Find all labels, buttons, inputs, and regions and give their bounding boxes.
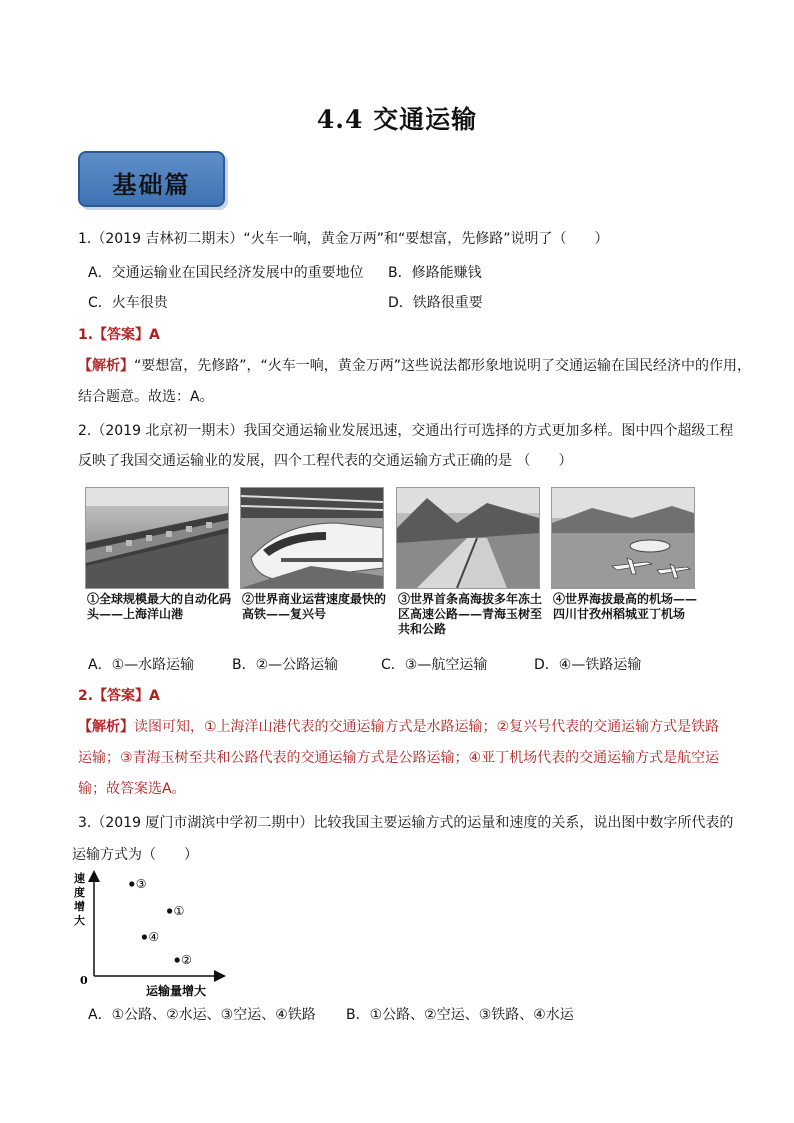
x-axis-label: 运输量增大: [146, 984, 207, 998]
q3-option-a: A．①公路、②水运、③空运、④铁路: [88, 1007, 316, 1023]
data-point-3: [142, 934, 147, 939]
caption-2: ②世界商业运营速度最快的高铁——复兴号: [242, 592, 387, 621]
question-3-stem-line1: 3.（2019 厦门市湖滨中学初二期中）比较我国主要运输方式的运量和速度的关系，说出图中数字所代表的: [78, 815, 734, 831]
data-point-label-1: ③: [135, 877, 147, 891]
photo-daocheng-airport: [551, 487, 695, 589]
q1-option-a: A．交通运输业在国民经济发展中的重要地位: [88, 265, 364, 281]
origin-label: 0: [80, 974, 88, 987]
data-point-1: [129, 881, 134, 886]
q1-answer: 1.【答案】A: [78, 327, 160, 343]
photo-qinghai-highway: [396, 487, 540, 589]
q1-option-b: B．修路能赚钱: [388, 265, 482, 281]
caption-3: ③世界首条高海拔多年冻土区高速公路——青海玉树至共和公路: [398, 592, 543, 636]
q2-option-b: B．②—公路运输: [232, 657, 339, 673]
photo-yangshan-port: [85, 487, 229, 589]
q2-explanation-line2: 运输；③青海玉树至共和公路代表的交通运输方式是公路运输；④亚丁机场代表的交通运输方式是航空运: [78, 750, 720, 766]
data-point-label-3: ④: [148, 930, 160, 944]
q3-option-b: B．①公路、②空运、③铁路、④水运: [346, 1007, 574, 1023]
question-3-stem-line2: 运输方式为（ ）: [72, 847, 198, 863]
q2-explanation-line3: 输；故答案选A。: [78, 781, 186, 797]
q1-explanation-line1: 【解析】“要想富，先修路”，“火车一响，黄金万两”这些说法都形象地说明了交通运输在国民经济中的作用，: [78, 358, 752, 374]
y-axis-label: 速度增大: [74, 872, 85, 927]
caption-4: ④世界海拔最高的机场——四川甘孜州稻城亚丁机场: [553, 592, 698, 621]
data-point-2: [167, 908, 172, 913]
q1-option-d: D．铁路很重要: [388, 295, 483, 311]
transport-scatter-chart: [70, 868, 230, 998]
data-point-4: [175, 957, 180, 962]
question-2-stem-line2: 反映了我国交通运输业的发展，四个工程代表的交通运输方式正确的是 （ ）: [78, 453, 573, 469]
q2-option-c: C．③—航空运输: [381, 657, 488, 673]
q2-explanation-line1: 【解析】读图可知，①上海洋山港代表的交通运输方式是水路运输；②复兴号代表的交通运输方式是铁路: [78, 719, 720, 735]
question-2-stem-line1: 2.（2019 北京初一期末）我国交通运输业发展迅速，交通出行可选择的方式更加多样。图中四个超级工程: [78, 423, 734, 439]
q2-option-a: A．①—水路运输: [88, 657, 195, 673]
section-badge-label: 基础篇: [112, 170, 191, 199]
question-1-stem: 1.（2019 吉林初二期末）“火车一响，黄金万两”和“要想富，先修路”说明了（ ）: [78, 231, 609, 247]
q2-option-d: D．④—铁路运输: [534, 657, 642, 673]
caption-1: ①全球规模最大的自动化码头——上海洋山港: [87, 592, 232, 621]
data-point-label-2: ①: [173, 904, 185, 918]
photo-fuxing-train: [240, 487, 384, 589]
data-point-label-4: ②: [181, 953, 192, 967]
page-title: 4.4 交通运输: [316, 105, 478, 134]
q2-answer: 2.【答案】A: [78, 688, 160, 704]
section-badge: [78, 151, 225, 207]
q1-option-c: C．火车很贵: [88, 295, 168, 311]
q1-explanation-line2: 结合题意。故选：A。: [78, 389, 214, 405]
